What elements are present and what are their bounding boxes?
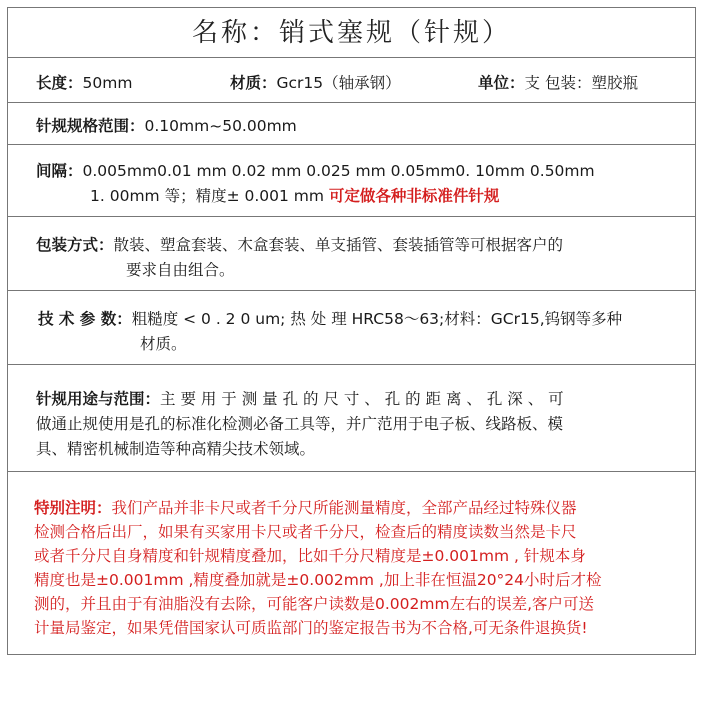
packing-line-2: 要求自由组合。 bbox=[126, 261, 235, 279]
precision-text: 1. 00mm 等；精度± 0.001 mm bbox=[90, 187, 329, 205]
interval-line-2 bbox=[90, 184, 499, 206]
tech-text: 粗糙度 < 0 . 2 0 um; 热 处 理 HRC58～63;材料：GCr15,钨钢等多种 bbox=[131, 310, 623, 328]
usage-row bbox=[8, 365, 695, 472]
notice-label: 特别注明： bbox=[34, 499, 112, 517]
basic-specs-row bbox=[8, 58, 695, 103]
notice-line-6: 计量局鉴定，如果凭借国家认可质监部门的鉴定报告书为不合格,可无条件退换货! bbox=[34, 619, 588, 637]
interval-line-1 bbox=[36, 159, 595, 181]
unit-label: 单位： bbox=[478, 74, 525, 92]
unit-spec bbox=[478, 71, 638, 93]
range-row bbox=[8, 103, 695, 145]
packing-text: 散装、塑盒套装、木盒套装、单支插管、套装插管等可根据客户的 bbox=[113, 236, 564, 254]
range-text bbox=[36, 114, 297, 136]
length-value: 50mm bbox=[82, 74, 133, 92]
interval-row bbox=[8, 145, 695, 217]
tech-line-2: 材质。 bbox=[140, 335, 187, 353]
packing-row bbox=[8, 217, 695, 291]
tech-row bbox=[8, 291, 695, 365]
notice-line-2: 检测合格后出厂，如果有买家用卡尺或者千分尺，检查后的精度读数当然是卡尺 bbox=[34, 523, 577, 541]
notice-line-1 bbox=[34, 496, 577, 518]
unit-value: 支 包装：塑胶瓶 bbox=[524, 74, 638, 92]
notice-text: 我们产品并非卡尺或者千分尺所能测量精度，全部产品经过特殊仪器 bbox=[111, 499, 577, 517]
tech-line-1 bbox=[38, 307, 622, 329]
material-label: 材质： bbox=[230, 74, 277, 92]
notice-line-4: 精度也是±0.001mm ,精度叠加就是±0.002mm ,加上非在恒温20°24小时后才检 bbox=[34, 571, 602, 589]
usage-label: 针规用途与范围： bbox=[36, 390, 161, 408]
length-spec bbox=[36, 71, 132, 93]
product-title: 名称：销式塞规（针规） bbox=[8, 8, 695, 58]
usage-line-3: 具、精密机械制造等种高精尖技术领域。 bbox=[36, 440, 316, 458]
notice-line-5: 测的，并且由于有油脂没有去除，可能客户读数是0.002mm左右的误差,客户可送 bbox=[34, 595, 595, 613]
custom-notice: 可定做各种非标准件针规 bbox=[328, 187, 500, 205]
interval-label: 间隔： bbox=[36, 162, 83, 180]
packing-line-1 bbox=[36, 233, 563, 255]
tech-label: 技 术 参 数： bbox=[38, 310, 132, 328]
range-label: 针规规格范围： bbox=[36, 117, 145, 135]
material-spec bbox=[230, 71, 401, 93]
packing-label: 包装方式： bbox=[36, 236, 114, 254]
notice-line-3: 或者千分尺自身精度和针规精度叠加，比如千分尺精度是±0.001mm , 针规本身 bbox=[34, 547, 586, 565]
material-value: Gcr15（轴承钢） bbox=[276, 74, 401, 92]
spec-sheet bbox=[7, 7, 696, 655]
usage-line-1 bbox=[36, 387, 564, 409]
interval-values: 0.005mm0.01 mm 0.02 mm 0.025 mm 0.05mm0. 10mm 0.50mm bbox=[82, 162, 595, 180]
usage-line-2: 做通止规使用是孔的标准化检测必备工具等，并广范用于电子板、线路板、模 bbox=[36, 415, 564, 433]
notice-row bbox=[8, 472, 695, 656]
range-value: 0.10mm~50.00mm bbox=[144, 117, 297, 135]
length-label: 长度： bbox=[36, 74, 83, 92]
usage-text: 主 要 用 于 测 量 孔 的 尺 寸 、 孔 的 距 离 、 孔 深 、 可 bbox=[160, 390, 564, 408]
